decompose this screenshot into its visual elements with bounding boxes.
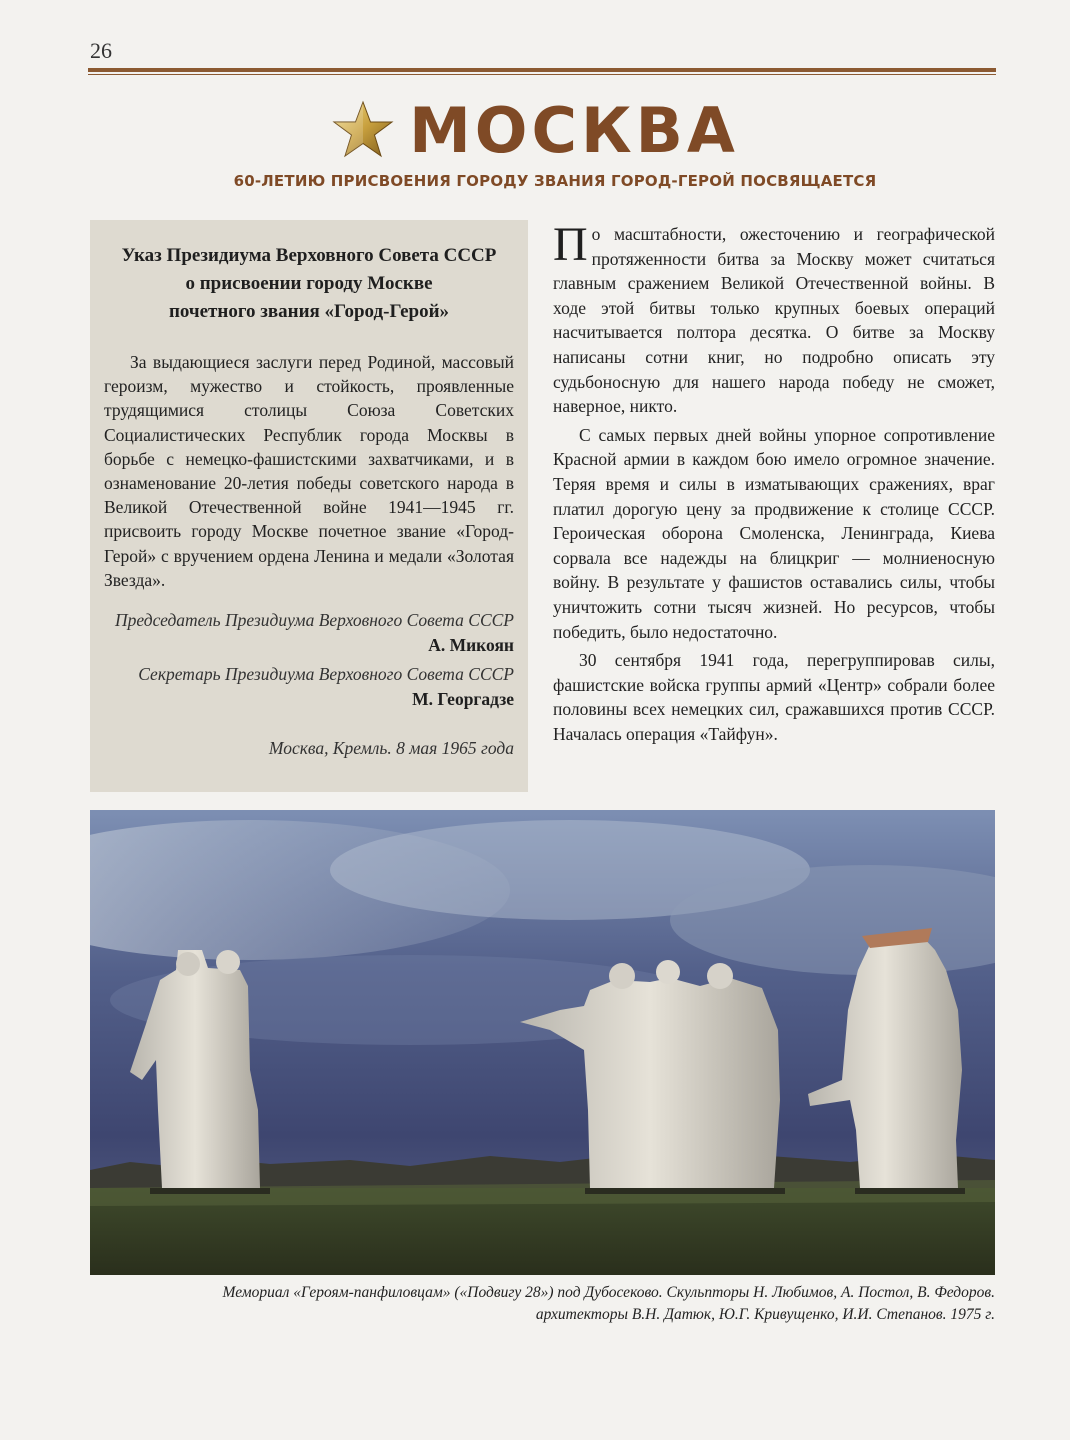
photo-caption-line: архитекторы В.Н. Датюк, Ю.Г. Кривущенко, И.И. Степанов. 1975 г. bbox=[535, 1306, 995, 1323]
article-text bbox=[553, 218, 995, 750]
article-paragraph bbox=[553, 218, 995, 419]
decree-title-line: о присвоении городу Москве bbox=[185, 273, 433, 294]
decree-title-line: Указ Президиума Верховного Совета СССР bbox=[121, 245, 497, 266]
page-number: 26 bbox=[90, 38, 112, 63]
decree-title bbox=[104, 242, 514, 326]
photo-caption-line: Мемориал «Героям-панфиловцам» («Подвигу 28») под Дубосеково. Скульпторы Н. Любимов, А. Постол, В. Федоров. bbox=[222, 1284, 995, 1301]
article-paragraph-text: о масштабности, ожесточению и географической протяженности битва за Москву может считаться главным сражением Великой Отечественной войны. В ходе этой битвы только крупных боевых операций насчитывается полтора десятка. О битве за Москву написаны сотни книг, но подробно описать эту судьбоносную для нашего народа победу не сможет, наверное, никто. bbox=[553, 224, 995, 417]
signer-role: Секретарь Президиума Верховного Совета СССР bbox=[138, 664, 514, 685]
title-row bbox=[0, 92, 1070, 168]
drop-cap: П bbox=[553, 218, 588, 271]
decree-place-date: Москва, Кремль. 8 мая 1965 года bbox=[268, 738, 514, 759]
header-rule-thin bbox=[88, 74, 996, 75]
photo-caption bbox=[60, 1282, 995, 1326]
signer-name: А. Микоян bbox=[428, 635, 514, 656]
decree-title-line: почетного звания «Город-Герой» bbox=[168, 301, 450, 322]
page-subtitle: 60-ЛЕТИЮ ПРИСВОЕНИЯ ГОРОДУ ЗВАНИЯ ГОРОД-ГЕРОЙ ПОСВЯЩАЕТСЯ bbox=[233, 172, 877, 190]
decree-body: За выдающиеся заслуги перед Родиной, массовый героизм, мужество и стойкость, проявленные трудящимися столицы Союза Советских Социалистических Республик города Москвы в борьбе с немецко-фашистскими захватчиками, и в ознаменование 20-летия победы советского народа в Великой Отечественной войне 1941—1945 гг. присвоить городу Москве почетное звание «Город-Герой» с вручением ордена Ленина и медали «Золотая Звезда». bbox=[104, 352, 514, 590]
gold-star-icon bbox=[331, 98, 395, 162]
memorial-photo bbox=[90, 810, 995, 1275]
article-paragraph: 30 сентября 1941 года, перегруппировав силы, фашистские войска группы армий «Центр» собрали более половины всех немецких сил, сражавшихся против СССР. Началась операция «Тайфун». bbox=[553, 650, 995, 744]
signer-name: М. Георгадзе bbox=[412, 689, 514, 710]
decree-box bbox=[90, 220, 528, 792]
signer-role: Председатель Президиума Верховного Совета СССР bbox=[115, 610, 514, 631]
article-paragraph: С самых первых дней войны упорное сопротивление Красной армии в каждом бою имело огромное значение. Теряя время и силы в изматывающих сражениях, враг платил дорогую цену за продвижение к столице СССР. Героическая оборона Смоленска, Ленинграда, Киева сорвала все надежды на блицкриг — молниеносную войну. В результате у фашистов оставались силы, чтобы уничтожить сотни тысяч жизней. Но ресурсов, чтобы победить, было недостаточно. bbox=[553, 424, 995, 642]
header-rule bbox=[88, 68, 996, 72]
page-title: МОСКВА bbox=[409, 93, 739, 167]
